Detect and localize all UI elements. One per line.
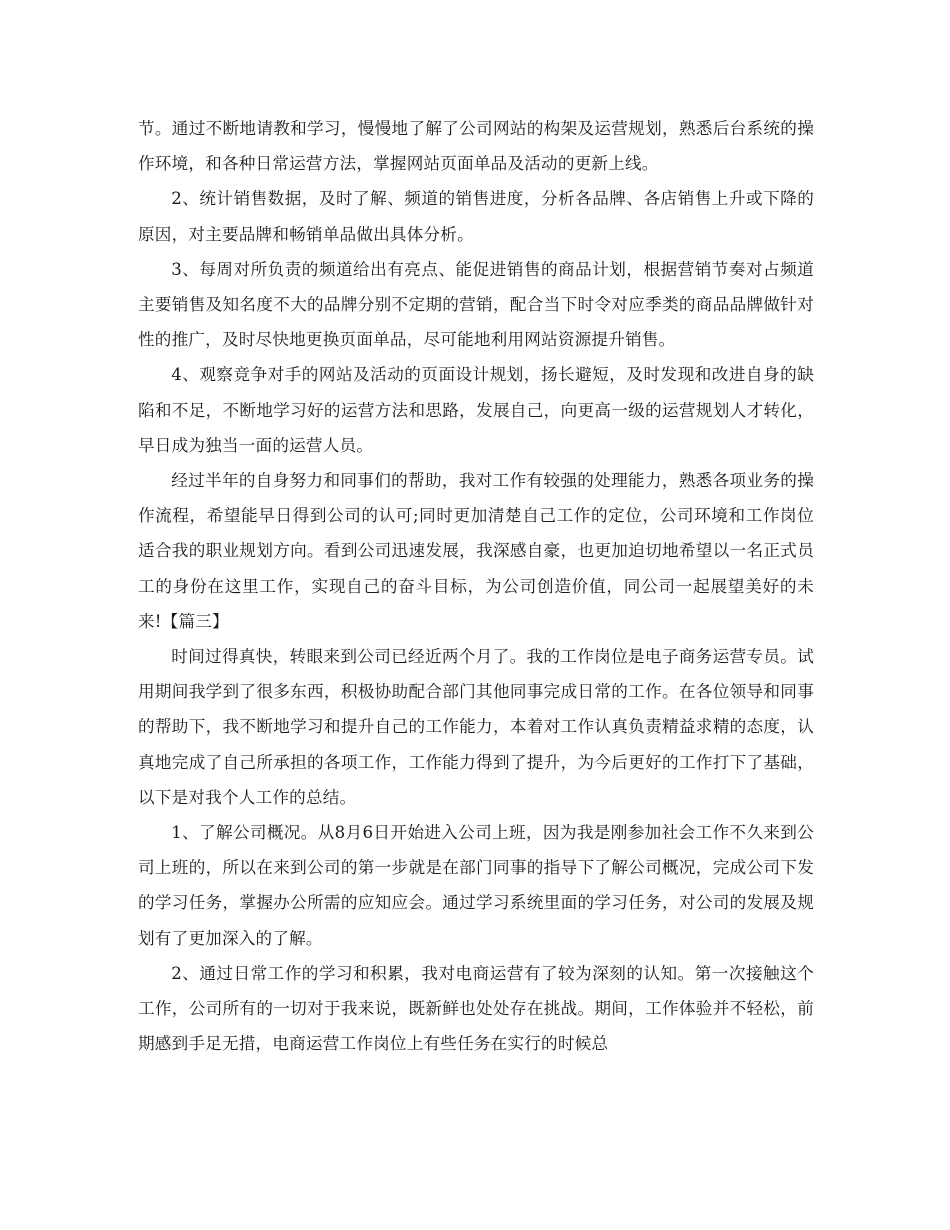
paragraph-item-2: 2、统计销售数据，及时了解、频道的销售进度，分析各品牌、各店销售上升或下降的原因，对主要品牌和畅销单品做出具体分析。: [138, 189, 814, 244]
paragraph-item-4: 4、观察竞争对手的网站及活动的页面设计规划，扬长避短，及时发现和改进自身的缺陷和不足，不断地学习好的运营方法和思路，发展自己，向更高一级的运营规划人才转化，早日成为独当一面的运营人员。: [138, 365, 814, 455]
paragraph-part-three-intro: 时间过得真快，转眼来到公司已经近两个月了。我的工作岗位是电子商务运营专员。试用期间我学到了很多东西，积极协助配合部门其他同事完成日常的工作。在各位领导和同事的帮助下，我不断地学习和提升自己的工作能力，本着对工作认真负责精益求精的态度，认真地完成了自己所承担的各项工作，工作能力得到了提升，为今后更好的工作打下了基础，以下是对我个人工作的总结。: [138, 647, 814, 807]
document-body: [138, 111, 814, 1061]
paragraph-part-three-item-2: 2、通过日常工作的学习和积累，我对电商运营有了较为深刻的认知。第一次接触这个工作，公司所有的一切对于我来说，既新鲜也处处存在挑战。期间，工作体验并不轻松，前期感到手足无措，电商运营工作岗位上有些任务在实行的时候总: [138, 963, 814, 1054]
paragraph-summary: 经过半年的自身努力和同事们的帮助，我对工作有较强的处理能力，熟悉各项业务的操作流程，希望能早日得到公司的认可;同时更加清楚自己工作的定位，公司环境和工作岗位适合我的职业规划方向。看到公司迅速发展，我深感自豪，也更加迫切地希望以一名正式员工的身份在这里工作，实现自己的奋斗目标，为公司创造价值，同公司一起展望美好的未来!【篇三】: [138, 471, 814, 631]
paragraph-part-three-item-1: 1、了解公司概况。从8月6日开始进入公司上班，因为我是刚参加社会工作不久来到公司上班的，所以在来到公司的第一步就是在部门同事的指导下了解公司概况，完成公司下发的学习任务，掌握办公所需的应知应会。通过学习系统里面的学习任务，对公司的发展及规划有了更加深入的了解。: [138, 823, 814, 948]
paragraph-item-3: 3、每周对所负责的频道给出有亮点、能促进销售的商品计划，根据营销节奏对占频道主要销售及知名度不大的品牌分别不定期的营销，配合当下时令对应季类的商品品牌做针对性的推广，及时尽快地更换页面单品，尽可能地利用网站资源提升销售。: [138, 259, 814, 350]
paragraph-continued: 节。通过不断地请教和学习，慢慢地了解了公司网站的构架及运营规划，熟悉后台系统的操作环境，和各种日常运营方法，掌握网站页面单品及活动的更新上线。: [138, 119, 814, 174]
